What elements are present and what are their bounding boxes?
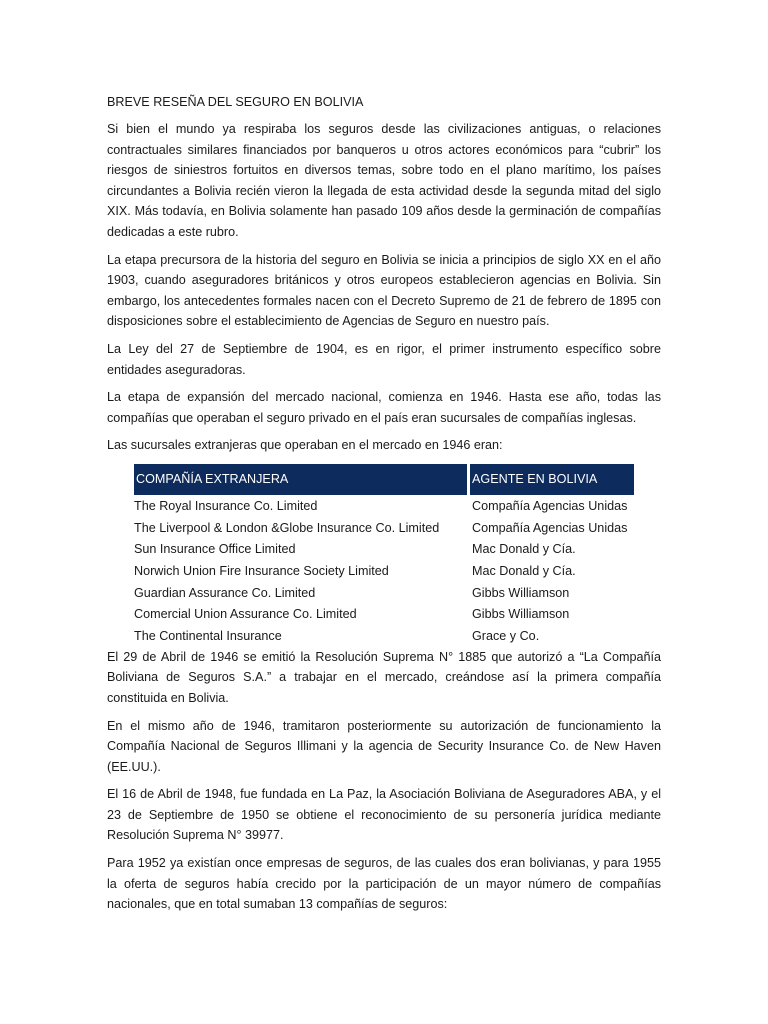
paragraph-precursor: La etapa precursora de la historia del seguro en Bolivia se inicia a principios de siglo XX en el año 1903, cuando aseguradores británicos y otros europeos establecieron agencias en Bolivia. Sin embargo, los antecedentes formales nacen con el Decreto Supremo de 21 de febrero de 1895 con disposiciones sobre el establecimiento de Agencias de Seguro en nuestro país. <box>107 252 661 329</box>
company-cell: Guardian Assurance Co. Limited <box>134 585 316 600</box>
company-cell: Comercial Union Assurance Co. Limited <box>134 607 357 622</box>
company-cell: Sun Insurance Office Limited <box>134 542 296 557</box>
paragraph-aba-founding: El 16 de Abril de 1948, fue fundada en La Paz, la Asociación Boliviana de Aseguradores ABA, y el 23 de Septiembre de 1950 se obtiene el reconocimiento de su personería jurídica mediante Resolución Suprema N° 39977. <box>107 787 661 843</box>
agent-cell: Compañía Agencias Unidas <box>472 498 628 513</box>
company-cell: The Royal Insurance Co. Limited <box>134 498 318 513</box>
paragraph-1946-authorizations: En el mismo año de 1946, tramitaron posteriormente su autorización de funcionamiento la Compañía Nacional de Seguros Illimani y la agencia de Security Insurance Co. de New Haven (EE.UU.). <box>107 718 661 774</box>
foreign-branches-table <box>134 464 634 647</box>
branches-table-wrapper <box>134 464 634 647</box>
agent-cell: Grace y Co. <box>472 629 540 644</box>
table-row <box>134 582 634 604</box>
table-row <box>134 625 634 647</box>
table-intro: Las sucursales extranjeras que operaban en el mercado en 1946 eran: <box>107 438 503 453</box>
agent-cell: Mac Donald y Cía. <box>472 563 576 578</box>
company-cell: The Liverpool & London &Globe Insurance Co. Limited <box>134 520 440 535</box>
table-header-row <box>134 464 634 495</box>
header-foreign-company: COMPAÑÍA EXTRANJERA <box>134 464 467 495</box>
table-row <box>134 603 634 625</box>
header-agent-bolivia: AGENTE EN BOLIVIA <box>467 464 634 495</box>
table-row <box>134 538 634 560</box>
agent-cell: Gibbs Williamson <box>472 585 570 600</box>
table-row <box>134 495 634 517</box>
document-title: BREVE RESEÑA DEL SEGURO EN BOLIVIA <box>107 95 364 109</box>
agent-cell: Mac Donald y Cía. <box>472 542 576 557</box>
document-content <box>107 92 661 915</box>
company-cell: Norwich Union Fire Insurance Society Limited <box>134 563 389 578</box>
table-row <box>134 517 634 539</box>
paragraph-1952-1955: Para 1952 ya existían once empresas de seguros, de las cuales dos eran bolivianas, y para 1955 la oferta de seguros había crecido por la participación de un mayor número de compañías nacionales, que en total sumaban 13 compañías de seguros: <box>107 856 661 912</box>
company-cell: The Continental Insurance <box>134 629 282 644</box>
agent-cell: Compañía Agencias Unidas <box>472 520 628 535</box>
paragraph-intro: Si bien el mundo ya respiraba los seguros desde las civilizaciones antiguas, o relaciones contractuales similares financiados por banqueros u otros actores económicos para “cubrir” los riesgos de siniestros fortuitos en diversos temas, sobre todo en el plano marítimo, los países circundantes a Bolivia recién vieron la llegada de esta actividad desde la segunda mitad del siglo XIX. Más todavía, en Bolivia solamente han pasado 109 años desde la germinación de compañías dedicadas a este rubro. <box>107 122 661 239</box>
paragraph-law-1904: La Ley del 27 de Septiembre de 1904, es en rigor, el primer instrumento específico sobre entidades aseguradoras. <box>107 341 661 377</box>
agent-cell: Gibbs Williamson <box>472 607 570 622</box>
paragraph-first-company: El 29 de Abril de 1946 se emitió la Resolución Suprema N° 1885 que autorizó a “La Compañía Boliviana de Seguros S.A.” a trabajar en el mercado, creándose así la primera compañía constituida en Bolivia. <box>107 649 661 705</box>
paragraph-expansion: La etapa de expansión del mercado nacional, comienza en 1946. Hasta ese año, todas las compañías que operaban el seguro privado en el país eran sucursales de compañías inglesas. <box>107 390 661 425</box>
table-row <box>134 560 634 582</box>
